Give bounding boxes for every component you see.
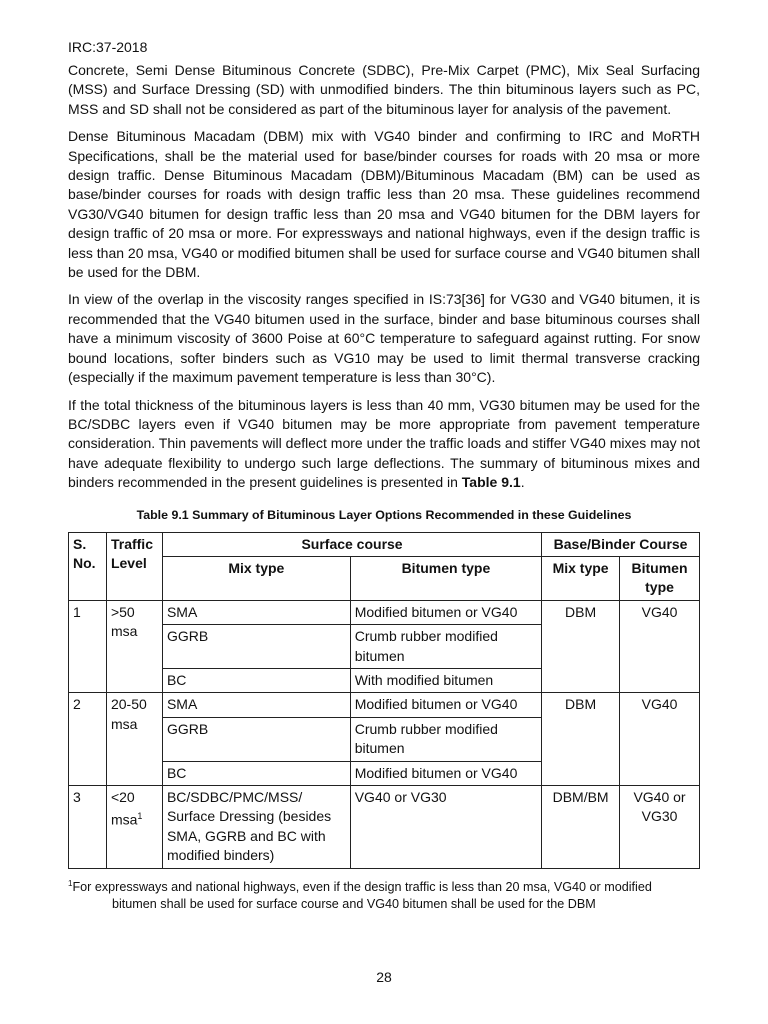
paragraph-2: Dense Bituminous Macadam (DBM) mix with VG40 binder and confirming to IRC and MoRTH Specifications, shall be the material used for base/binder courses for roads with 20 msa or more design traffic. Dense Bituminous Macadam (DBM)/Bituminous Macadam (BM) can be used as base/binder courses for roads with design traffic less than 20 msa. These guidelines recommend VG30/VG40 bitumen for design traffic less than 20 msa and VG40 bitumen for the DBM layers for design traffic of 20 msa or more. For expressways and national highways, even if the design traffic is less than 20 msa, VG40 or modified bitumen shall be used for surface course and VG40 bitumen shall be used for the DBM. — [68, 128, 700, 281]
row-mix: GGRB — [162, 717, 350, 761]
paragraph-4-text: If the total thickness of the bituminous layers is less than 40 mm, VG30 bitumen may be used for the BC/SDBC layers even if VG40 bitumen may be more appropriate from pavement temperature consideration. Thin pavements will deflect more under the traffic loads and stiffer VG40 mixes may not have adequate flexibility to undergo such large deflections. The summary of bituminous mixes and binders recommended in the present guidelines is presented in — [68, 396, 700, 491]
row-base-bitumen: VG40 — [620, 693, 700, 786]
row-sno: 3 — [69, 786, 107, 869]
table-row — [69, 600, 700, 624]
row-bitumen: Crumb rubber modified bitumen — [350, 625, 541, 669]
row-sno: 1 — [69, 600, 107, 693]
bituminous-options-table — [68, 532, 700, 869]
row-bitumen: Crumb rubber modified bitumen — [350, 717, 541, 761]
row-traffic — [106, 786, 162, 869]
row-mix: GGRB — [162, 625, 350, 669]
table-row — [69, 693, 700, 717]
table-row — [69, 786, 700, 869]
paragraph-1: Concrete, Semi Dense Bituminous Concrete (SDBC), Pre-Mix Carpet (PMC), Mix Seal Surfacing (MSS) and Surface Dressing (SD) with unmodified binders. The thin bituminous layers such as PC, MSS and SD shall not be considered as part of the bituminous layer for analysis of the pavement. — [68, 62, 700, 117]
row-base-mix: DBM — [542, 693, 620, 786]
row-base-mix: DBM/BM — [542, 786, 620, 869]
paragraph-4-end: . — [520, 474, 525, 491]
row-bitumen: Modified bitumen or VG40 — [350, 761, 541, 785]
row-base-bitumen: VG40 — [620, 600, 700, 693]
paragraph-4 — [68, 396, 700, 493]
row-traffic-text: <20 msa — [110, 789, 138, 829]
row-mix: BC — [162, 761, 350, 785]
footnote-line-2: bitumen shall be used for surface course and VG40 bitumen shall be used for the DBM — [112, 896, 596, 911]
footnote-line-1-text: For expressways and national highways, even if the design traffic is less than 20 msa, VG40 or modified — [72, 879, 652, 894]
page-number: 28 — [376, 969, 392, 985]
row-mix: BC — [162, 668, 350, 692]
row-traffic: >50 msa — [106, 600, 162, 693]
document-page — [68, 38, 700, 913]
row-bitumen: VG40 or VG30 — [350, 786, 541, 869]
row-base-bitumen: VG40 or VG30 — [620, 786, 700, 869]
header-base-mix-type: Mix type — [542, 556, 620, 600]
row-sno: 2 — [69, 693, 107, 786]
paragraph-3: In view of the overlap in the viscosity ranges specified in IS:73[36] for VG30 and VG40 bitumen, it is recommended that the VG40 bitumen used in the surface, binder and base bituminous courses shall have a minimum viscosity of 3600 Poise at 60°C temperature to safeguard against rutting. For snow bound locations, softer binders such as VG10 may be used to limit thermal transverse cracking (especially if the maximum pavement temperature is less than 30°C). — [68, 291, 700, 386]
footnote-line-1 — [68, 875, 700, 896]
footnote-mark: 1 — [68, 878, 73, 888]
header-surface-course: Surface course — [162, 532, 541, 556]
row-base-mix: DBM — [542, 600, 620, 693]
row-bitumen: With modified bitumen — [350, 668, 541, 692]
row-bitumen: Modified bitumen or VG40 — [350, 693, 541, 717]
row-mix: SMA — [162, 693, 350, 717]
row-bitumen: Modified bitumen or VG40 — [350, 600, 541, 624]
header-traffic-level: Traffic Level — [106, 532, 162, 600]
table-header-row-2 — [69, 556, 700, 600]
header-base-bitumen-type: Bitumen type — [620, 556, 700, 600]
footnote-marker: 1 — [137, 811, 143, 822]
table-header-row-1 — [69, 532, 700, 556]
header-mix-type: Mix type — [162, 556, 350, 600]
header-bitumen-type: Bitumen type — [350, 556, 541, 600]
row-traffic: 20-50 msa — [106, 693, 162, 786]
table-reference: Table 9.1 — [461, 474, 521, 491]
document-code: IRC:37-2018 — [68, 39, 148, 55]
header-sno: S. No. — [69, 532, 107, 600]
table-caption: Table 9.1 Summary of Bituminous Layer Options Recommended in these Guidelines — [136, 507, 632, 522]
table-footnote — [68, 875, 700, 913]
row-mix: SMA — [162, 600, 350, 624]
header-base-binder-course: Base/Binder Course — [542, 532, 700, 556]
row-mix: BC/SDBC/PMC/MSS/ Surface Dressing (besides SMA, GGRB and BC with modified binders) — [162, 786, 350, 869]
